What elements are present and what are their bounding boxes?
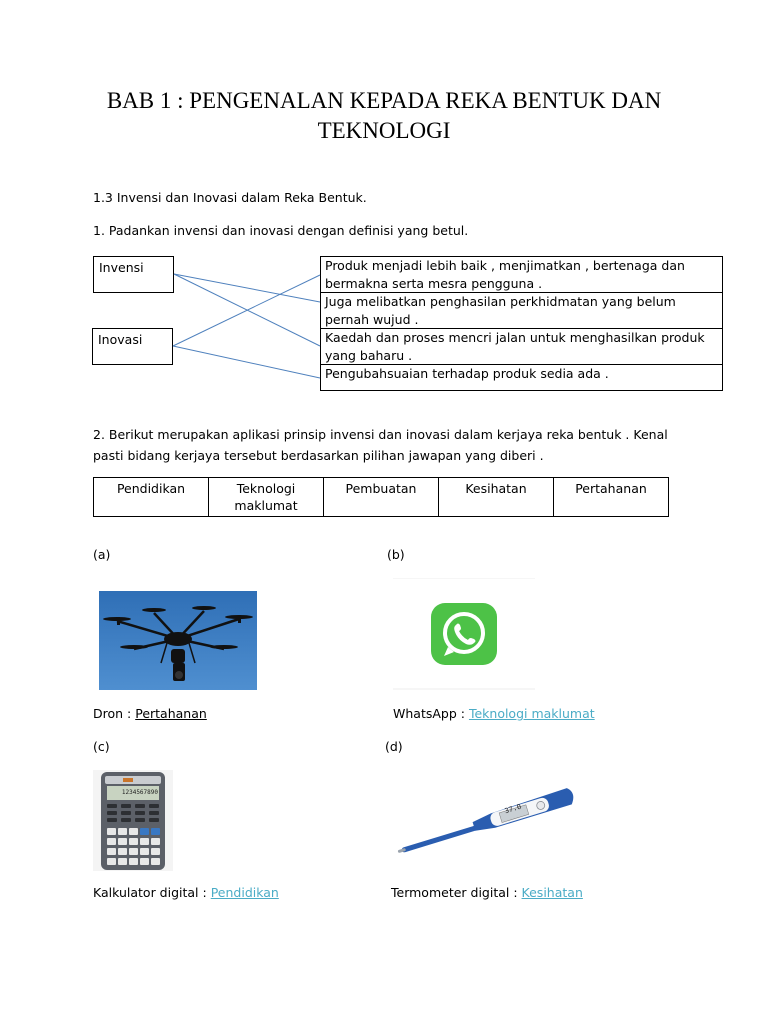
item-a-answer: Pertahanan	[135, 706, 207, 721]
matching-lines	[0, 0, 768, 420]
definition-2: Juga melibatkan penghasilan perkhidmatan yang belum pernah wujud .	[321, 293, 722, 329]
question-2-line-1: 2. Berikut merupakan aplikasi prinsip invensi dan inovasi dalam kerjaya reka bentuk . Kenal	[93, 427, 668, 442]
section-heading: 1.3 Invensi dan Inovasi dalam Reka Bentuk.	[93, 190, 367, 205]
item-a-caption	[93, 706, 207, 721]
whatsapp-image	[393, 578, 535, 690]
thermometer-image	[392, 782, 580, 854]
option-pembuatan: Pembuatan	[324, 478, 439, 517]
item-d-caption	[391, 885, 583, 900]
question-1: 1. Padankan invensi dan inovasi dengan definisi yang betul.	[93, 223, 469, 238]
title-line-2: TEKNOLOGI	[317, 118, 451, 143]
definition-4: Pengubahsuaian terhadap produk sedia ada .	[325, 366, 609, 381]
option-pertahanan: Pertahanan	[554, 478, 669, 517]
item-d-letter: (d)	[385, 739, 403, 754]
match-line-inovasi-4	[173, 346, 320, 378]
option-teknologi-maklumat: Teknologi maklumat	[209, 478, 324, 517]
item-a-label: Dron :	[93, 706, 132, 721]
term-inovasi: Inovasi	[98, 332, 143, 347]
title-line-1: BAB 1 : PENGENALAN KEPADA REKA BENTUK DAN	[106, 88, 662, 113]
item-b-answer: Teknologi maklumat	[468, 706, 595, 721]
option-kesihatan: Kesihatan	[439, 478, 554, 517]
item-d-answer: Kesihatan	[521, 885, 583, 900]
career-options-table	[93, 477, 669, 517]
definition-1: Produk menjadi lebih baik , menjimatkan , bertenaga dan bermakna serta mesra pengguna .	[321, 257, 722, 293]
item-b-letter: (b)	[387, 547, 405, 562]
drone-image	[99, 591, 257, 690]
item-c-letter: (c)	[93, 739, 110, 754]
question-2-line-2: pasti bidang kerjaya tersebut berdasarkan pilihan jawapan yang diberi .	[93, 448, 544, 463]
match-line-invensi-2	[174, 274, 320, 302]
item-c-caption	[93, 885, 279, 900]
term-invensi: Invensi	[99, 260, 144, 275]
item-d-label: Termometer digital :	[391, 885, 518, 900]
calculator-display-text: 1234567890	[121, 789, 158, 796]
thermometer-display-text: 37.0	[503, 802, 523, 816]
question-2	[93, 424, 668, 466]
option-pendidikan: Pendidikan	[94, 478, 209, 517]
item-c-answer: Pendidikan	[210, 885, 279, 900]
item-b-label: WhatsApp :	[393, 706, 465, 721]
item-c-label: Kalkulator digital :	[93, 885, 207, 900]
item-b-caption	[393, 706, 595, 721]
calculator-image	[93, 770, 173, 871]
item-a-letter: (a)	[93, 547, 111, 562]
definition-3: Kaedah dan proses mencri jalan untuk menghasilkan produk yang baharu .	[321, 329, 722, 365]
